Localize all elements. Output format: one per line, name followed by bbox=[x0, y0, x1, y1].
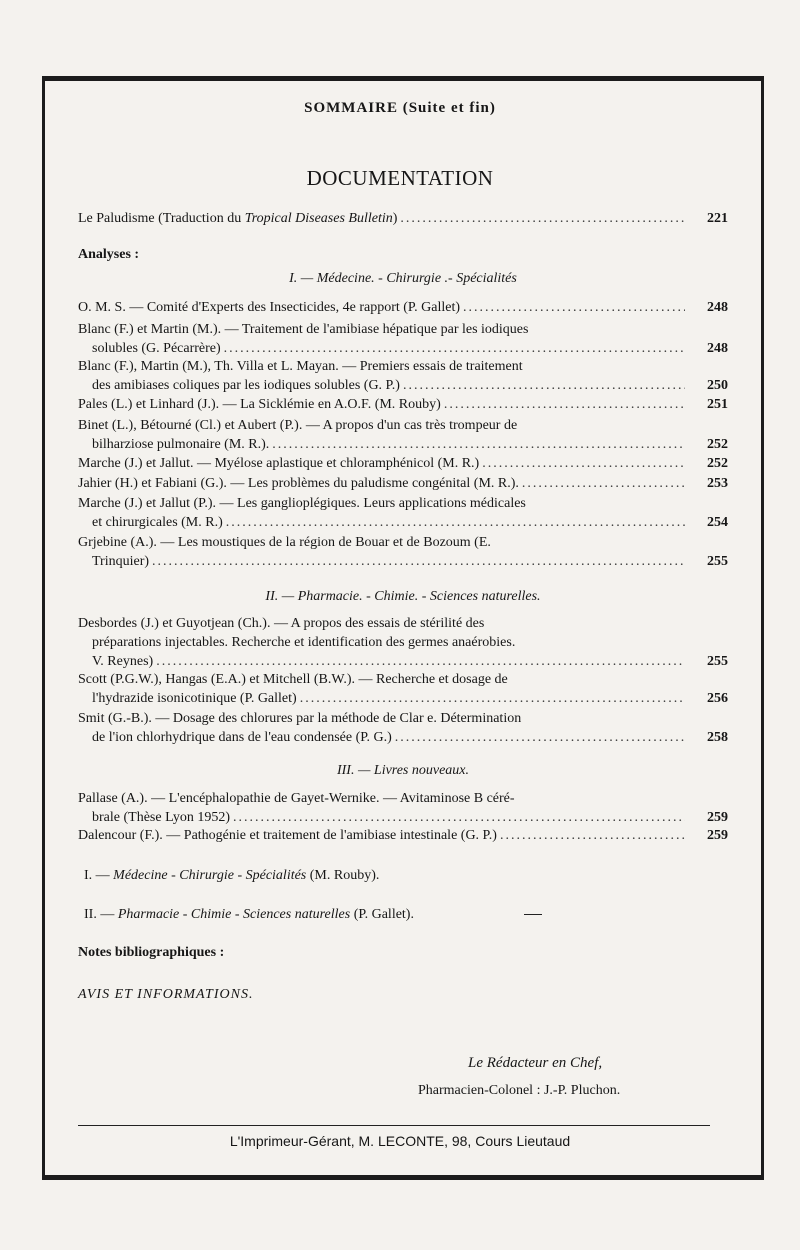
leader-dots bbox=[482, 454, 685, 473]
notes-line-2 bbox=[84, 905, 734, 924]
entry-text: Marche (J.) et Jallut (P.). — Les ganglioplégiques. Leurs applications médicales bbox=[78, 496, 526, 511]
page-number: 258 bbox=[707, 730, 728, 745]
notes-line-1-num: I. — bbox=[84, 868, 114, 883]
page-number: 253 bbox=[707, 476, 728, 491]
entry-1 bbox=[78, 298, 728, 317]
page-number: 248 bbox=[707, 341, 728, 356]
entry-text: Marche (J.) et Jallut. — Myélose aplastique et chloramphénicol (M. R.) bbox=[78, 456, 480, 471]
sommaire-heading: SOMMAIRE (Suite et fin) bbox=[304, 100, 496, 116]
entry-text: Scott (P.G.W.), Hangas (E.A.) et Mitchell (B.W.). — Recherche et dosage de bbox=[78, 672, 508, 687]
leader-dots bbox=[400, 209, 685, 228]
notes-line-1-author: (M. Rouby). bbox=[306, 868, 380, 883]
intro-text: Le Paludisme (Traduction du bbox=[78, 211, 245, 226]
section-heading-1 bbox=[78, 271, 728, 287]
entry-text: O. M. S. — Comité d'Experts des Insecticides, 4e rapport (P. Gallet) bbox=[78, 300, 461, 315]
section-heading-3 bbox=[78, 763, 728, 779]
entry-text-cont: brale (Thèse Lyon 1952) bbox=[92, 810, 231, 825]
entry-9 bbox=[78, 533, 728, 571]
entry-text: Jahier (H.) et Fabiani (G.). — Les problèmes du paludisme congénital (M. R.). bbox=[78, 476, 519, 491]
page-number: 252 bbox=[707, 437, 728, 452]
avis-informations: AVIS ET INFORMATIONS. bbox=[78, 987, 254, 1002]
page-number: 251 bbox=[707, 397, 728, 412]
entry-text-cont: V. Reynes) bbox=[92, 654, 154, 669]
notes-line-2-author: (P. Gallet). bbox=[350, 907, 414, 922]
leader-dots bbox=[272, 435, 685, 454]
leader-dots bbox=[224, 339, 685, 358]
entry-text: Blanc (F.), Martin (M.), Th. Villa et L. Mayan. — Premiers essais de traitement bbox=[78, 359, 523, 374]
entry-text-cont: l'hydrazide isonicotinique (P. Gallet) bbox=[92, 691, 297, 706]
entry-text: Pales (L.) et Linhard (J.). — La Sicklémie en A.O.F. (M. Rouby) bbox=[78, 397, 441, 412]
signature-name: Pharmacien-Colonel : J.-P. Pluchon. bbox=[418, 1083, 621, 1098]
entry-text: Desbordes (J.) et Guyotjean (Ch.). — A propos des essais de stérilité des bbox=[78, 616, 485, 631]
entry-text: Blanc (F.) et Martin (M.). — Traitement de l'amibiase hépatique par les iodiques bbox=[78, 322, 529, 337]
entry-text-cont: préparations injectables. Recherche et identification des germes anaérobies. bbox=[92, 635, 516, 650]
entry-2 bbox=[78, 320, 728, 358]
entry-text-cont: des amibiases coliques par les iodiques solubles (G. P.) bbox=[92, 378, 400, 393]
section-heading-2 bbox=[78, 589, 728, 605]
leader-dots bbox=[500, 826, 685, 845]
entry-13 bbox=[78, 789, 728, 827]
entry-text-cont: et chirurgicales (M. R.) bbox=[92, 515, 223, 530]
page-number: 252 bbox=[707, 456, 728, 471]
page-number: 255 bbox=[707, 654, 728, 669]
leader-dots bbox=[522, 474, 685, 493]
entry-10 bbox=[78, 614, 728, 671]
entry-6 bbox=[78, 454, 728, 473]
page-number: 248 bbox=[707, 300, 728, 315]
analyses-label: Analyses : bbox=[78, 247, 140, 262]
leader-dots bbox=[463, 298, 685, 317]
leader-dots bbox=[300, 689, 685, 708]
entry-5 bbox=[78, 416, 728, 454]
section-heading-2-text: II. — Pharmacie. - Chimie. - Sciences naturelles. bbox=[265, 589, 541, 604]
leader-dots bbox=[233, 808, 685, 827]
leader-dots bbox=[152, 552, 685, 571]
entry-text: Binet (L.), Bétourné (Cl.) et Aubert (P.). — A propos d'un cas très trompeur de bbox=[78, 418, 518, 433]
intro-close: ) bbox=[392, 211, 398, 226]
page-number: 255 bbox=[707, 554, 728, 569]
entry-3 bbox=[78, 357, 728, 395]
leader-dots bbox=[156, 652, 685, 671]
entry-text-cont: Trinquier) bbox=[92, 554, 150, 569]
notes-line-1 bbox=[84, 866, 734, 885]
notes-line-1-title: Médecine - Chirurgie - Spécialités bbox=[113, 868, 307, 883]
imprimeur-line: L'Imprimeur-Gérant, M. LECONTE, 98, Cours Lieutaud bbox=[229, 1133, 571, 1149]
notes-bibliographiques: Notes bibliographiques : bbox=[78, 945, 225, 960]
entry-4 bbox=[78, 395, 728, 414]
entry-14 bbox=[78, 826, 728, 845]
entry-text: Dalencour (F.). — Pathogénie et traitement de l'amibiase intestinale (G. P.) bbox=[78, 828, 497, 843]
page-number: 250 bbox=[707, 378, 728, 393]
intro-journal: Tropical Diseases Bulletin bbox=[244, 211, 393, 226]
divider bbox=[78, 1125, 710, 1126]
page-number: 259 bbox=[707, 810, 728, 825]
section-heading-1-text: I. — Médecine. - Chirurgie .- Spécialités bbox=[289, 271, 517, 286]
entry-text: Pallase (A.). — L'encéphalopathie de Gayet-Wernike. — Avitaminose B céré- bbox=[78, 791, 515, 806]
leader-dots bbox=[444, 395, 685, 414]
page-number: 259 bbox=[707, 828, 728, 843]
signature-role: Le Rédacteur en Chef, bbox=[468, 1055, 603, 1071]
notes-line-2-title: Pharmacie - Chimie - Sciences naturelles bbox=[117, 907, 351, 922]
entry-text: Grjebine (A.). — Les moustiques de la région de Bouar et de Bozoum (E. bbox=[78, 535, 491, 550]
entry-text-cont: bilharziose pulmonaire (M. R.). bbox=[92, 437, 270, 452]
page-number: 256 bbox=[707, 691, 728, 706]
entry-text-cont: solubles (G. Pécarrère) bbox=[92, 341, 221, 356]
entry-text: Smit (G.-B.). — Dosage des chlorures par la méthode de Clar e. Détermination bbox=[78, 711, 522, 726]
entry-11 bbox=[78, 670, 728, 708]
documentation-title: DOCUMENTATION bbox=[306, 166, 494, 190]
section-heading-3-text: III. — Livres nouveaux. bbox=[336, 763, 470, 778]
leader-dots bbox=[226, 513, 685, 532]
intro-entry bbox=[78, 209, 728, 228]
page-number: 221 bbox=[707, 211, 728, 226]
leader-dots bbox=[403, 376, 685, 395]
page-number: 254 bbox=[707, 515, 728, 530]
notes-line-2-num: II. — bbox=[84, 907, 118, 922]
entry-7 bbox=[78, 474, 728, 493]
entry-8 bbox=[78, 494, 728, 532]
entry-text-cont: de l'ion chlorhydrique dans de l'eau condensée (P. G.) bbox=[92, 730, 392, 745]
entry-12 bbox=[78, 709, 728, 747]
dash-mark bbox=[524, 914, 542, 915]
leader-dots bbox=[395, 728, 685, 747]
